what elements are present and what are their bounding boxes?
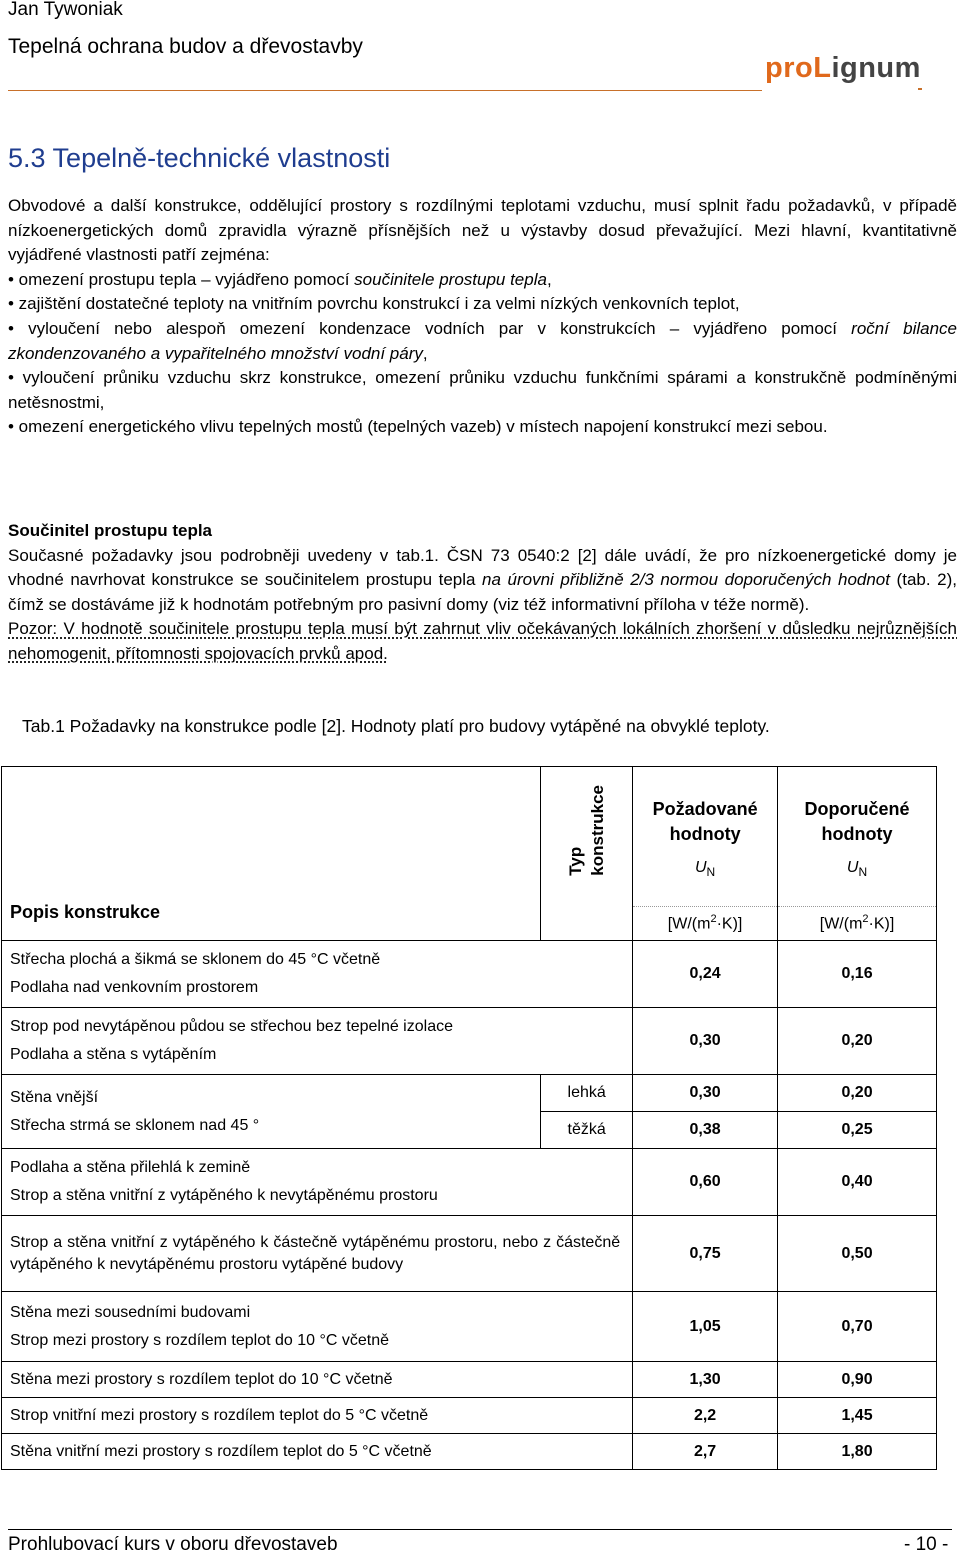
- row-description: [2, 1362, 633, 1398]
- u-paragraph-italic: na úrovni přibližně 2/3 normou doporučených hodnot: [482, 570, 890, 590]
- rec-head-2: hodnoty: [821, 824, 893, 844]
- unit-a: [W/(m: [667, 915, 711, 933]
- row-description-line: Střecha plochá a šikmá se sklonem do 45 °C včetně: [10, 951, 381, 968]
- u-paragraph: [8, 544, 957, 618]
- req-head-1: Požadované: [652, 799, 758, 819]
- row-description: [2, 1398, 633, 1434]
- bullet-item: [8, 268, 957, 293]
- rec-symbol-sub: N: [858, 865, 868, 880]
- col-header-recommended: [778, 767, 937, 907]
- unit-a2: [W/(m: [819, 915, 863, 933]
- row-recommended-value: 0,25: [778, 1112, 937, 1149]
- unit-b: ·K)]: [716, 915, 743, 933]
- logo-part-ignum: ignum: [831, 52, 921, 84]
- table-row: [2, 1292, 937, 1362]
- u-paragraph-b: (tab. 2), čímž se dostáváme již k hodnotám potřebným pro pasivní domy (viz též informativní příloha v téže normě).: [8, 570, 957, 614]
- row-description: [2, 941, 633, 1008]
- row-type: lehká: [541, 1075, 633, 1112]
- req-symbol: U: [694, 859, 707, 876]
- bullet-list: [8, 268, 957, 440]
- table-row: [2, 1149, 937, 1216]
- row-description-line: Stěna mezi prostory s rozdílem teplot do 10 °C včetně: [10, 1370, 393, 1388]
- row-recommended-value: 0,90: [778, 1362, 937, 1398]
- col-header-required: [633, 767, 778, 907]
- prolignum-logo: [765, 52, 921, 85]
- row-required-value: 0,38: [633, 1112, 778, 1149]
- bullet-text: • vyloučení nebo alespoň omezení kondenzace vodních par v konstrukcích – vyjádřeno pomocí: [8, 318, 852, 338]
- unit-sup: 2: [710, 913, 717, 926]
- bullet-text: • omezení prostupu tepla – vyjádřeno pomocí: [8, 269, 355, 289]
- row-required-value: 1,05: [633, 1292, 778, 1362]
- sub-heading: Součinitel prostupu tepla: [8, 521, 213, 540]
- row-recommended-value: 0,40: [778, 1149, 937, 1216]
- row-description: [2, 1434, 633, 1470]
- type-label-1: Typ: [565, 846, 585, 876]
- u-paragraph-a: Současné požadavky jsou podrobněji uvedeny v tab.1. ČSN 73 0540:2 [2] dále uvádí, že pro nízkoenergetické domy je vhodné navrhovat konstrukce se součinitelem prostupu tepla: [8, 545, 957, 590]
- section-heading: 5.3 Tepelně-technické vlastnosti: [8, 143, 391, 173]
- unit-recommended: [778, 907, 937, 941]
- row-required-value: 0,24: [633, 941, 778, 1008]
- row-description-line: Stěna vnější: [10, 1088, 99, 1106]
- row-recommended-value: 0,20: [778, 1075, 937, 1112]
- row-recommended-value: 0,20: [778, 1008, 937, 1075]
- row-recommended-value: 0,50: [778, 1216, 937, 1292]
- type-label-2: konstrukce: [587, 785, 607, 876]
- row-description-line: Stěna mezi sousedními budovami: [10, 1303, 251, 1321]
- row-description: [2, 1149, 633, 1216]
- bullet-item: [8, 415, 957, 440]
- unit-required: [633, 907, 778, 941]
- unit-b2: ·K)]: [868, 915, 895, 933]
- row-recommended-value: 1,80: [778, 1434, 937, 1470]
- bullet-tail: ,: [422, 343, 428, 363]
- req-head-2: hodnoty: [669, 824, 741, 844]
- row-description: [2, 1075, 541, 1149]
- table-row: [2, 1075, 937, 1112]
- bullet-item: [8, 292, 957, 317]
- row-description: [2, 1292, 633, 1362]
- table-caption: Tab.1 Požadavky na konstrukce podle [2]. Hodnoty platí pro budovy vytápěné na obvyklé teploty.: [22, 716, 770, 736]
- logo-part-pro: pro: [765, 52, 814, 84]
- row-description-line: Podlaha a stěna přilehlá k zemině: [10, 1159, 251, 1176]
- logo-dot: [918, 88, 922, 90]
- table-row: [2, 1434, 937, 1470]
- row-description-line: Stěna vnitřní mezi prostory s rozdílem teplot do 5 °C včetně: [10, 1442, 432, 1460]
- bullet-tail: ,: [546, 269, 552, 289]
- footer-rule: [8, 1529, 952, 1530]
- bullet-italic: roční bilance zkondenzovaného a vypařitelného množství vodní páry: [8, 318, 958, 363]
- row-description-line: Střecha strmá se sklonem nad 45 °: [10, 1116, 260, 1134]
- warning-note: Pozor: V hodnotě součinitele prostupu tepla musí být zahrnut vliv očekávaných lokálních zhoršení v důsledku nejrůznějších nehomogenit, přítomnosti spojovacích prvků apod.: [8, 619, 957, 663]
- row-required-value: 0,75: [633, 1216, 778, 1292]
- header-author: Jan Tywoniak: [8, 0, 123, 20]
- table-row: [2, 1362, 937, 1398]
- row-required-value: 0,60: [633, 1149, 778, 1216]
- bullet-text: • zajištění dostatečné teploty na vnitřním povrchu konstrukcí i za velmi nízkých venkovních teplot,: [8, 294, 740, 314]
- row-recommended-value: 0,70: [778, 1292, 937, 1362]
- row-description-line: Podlaha nad venkovním prostorem: [10, 979, 259, 996]
- row-required-value: 2,7: [633, 1434, 778, 1470]
- row-required-value: 0,30: [633, 1075, 778, 1112]
- table-row: [2, 1398, 937, 1434]
- row-description-line: Podlaha a stěna s vytápěním: [10, 1046, 217, 1063]
- col-header-type-label: [565, 785, 609, 876]
- row-description: [2, 1008, 633, 1075]
- row-description-line: Strop a stěna vnitřní z vytápěného k nevytápěnému prostoru: [10, 1187, 438, 1204]
- row-description-line: Strop mezi prostory s rozdílem teplot do 10 °C včetně: [10, 1331, 390, 1349]
- row-description-line: Strop vnitřní mezi prostory s rozdílem teplot do 5 °C včetně: [10, 1406, 429, 1424]
- rec-head-1: Doporučené: [804, 799, 910, 819]
- requirements-table: [1, 766, 937, 1470]
- bullet-text: • omezení energetického vlivu tepelných mostů (tepelných vazeb) v místech napojení konstrukcí mezi sebou.: [8, 417, 828, 437]
- bullet-text: • vyloučení průniku vzduchu skrz konstrukce, omezení průniku vzduchu funkčními spárami a konstrukčně podmíněnými netěsnostmi,: [8, 368, 957, 412]
- row-required-value: 1,30: [633, 1362, 778, 1398]
- header-title: Tepelná ochrana budov a dřevostavby: [8, 35, 363, 58]
- col-header-type: [541, 767, 633, 941]
- u-section: [8, 519, 957, 667]
- req-symbol-sub: N: [706, 865, 716, 880]
- unit-sup2: 2: [862, 913, 869, 926]
- footer-course: Prohlubovací kurs v oboru dřevostaveb: [8, 1534, 338, 1555]
- row-description-line: Strop a stěna vnitřní z vytápěného k částečně vytápěnému prostoru, nebo z částečně vytápěného k nevytápěnému prostoru vytápěné budovy: [10, 1233, 621, 1273]
- table-row: [2, 941, 937, 1008]
- row-required-value: 2,2: [633, 1398, 778, 1434]
- row-recommended-value: 1,45: [778, 1398, 937, 1434]
- table-row: [2, 1008, 937, 1075]
- table-row: [2, 1216, 937, 1292]
- row-description-line: Strop pod nevytápěnou půdou se střechou bez tepelné izolace: [10, 1018, 453, 1035]
- rec-symbol: U: [846, 859, 859, 876]
- bullet-item: [8, 366, 957, 415]
- row-required-value: 0,30: [633, 1008, 778, 1075]
- col-header-description: Popis konstrukce: [2, 767, 541, 941]
- intro-text: Obvodové a další konstrukce, oddělující prostory s rozdílnými teplotami vzduchu, musí splnit řadu požadavků, v případě nízkoenergetických domů zpravidla výrazně přísnějších než u výstavby dosud převažující. Mezi hlavní, kvantitativně vyjádřené vlastnosti patří zejména:: [8, 196, 957, 265]
- row-description: [2, 1216, 633, 1292]
- footer-page-number: - 10 -: [904, 1534, 949, 1555]
- header-rule: [8, 90, 762, 91]
- logo-part-l: L: [813, 52, 832, 84]
- intro-paragraph: [8, 194, 957, 440]
- row-recommended-value: 0,16: [778, 941, 937, 1008]
- row-type: těžká: [541, 1112, 633, 1149]
- bullet-item: [8, 317, 957, 366]
- bullet-italic: součinitele prostupu tepla: [354, 269, 547, 289]
